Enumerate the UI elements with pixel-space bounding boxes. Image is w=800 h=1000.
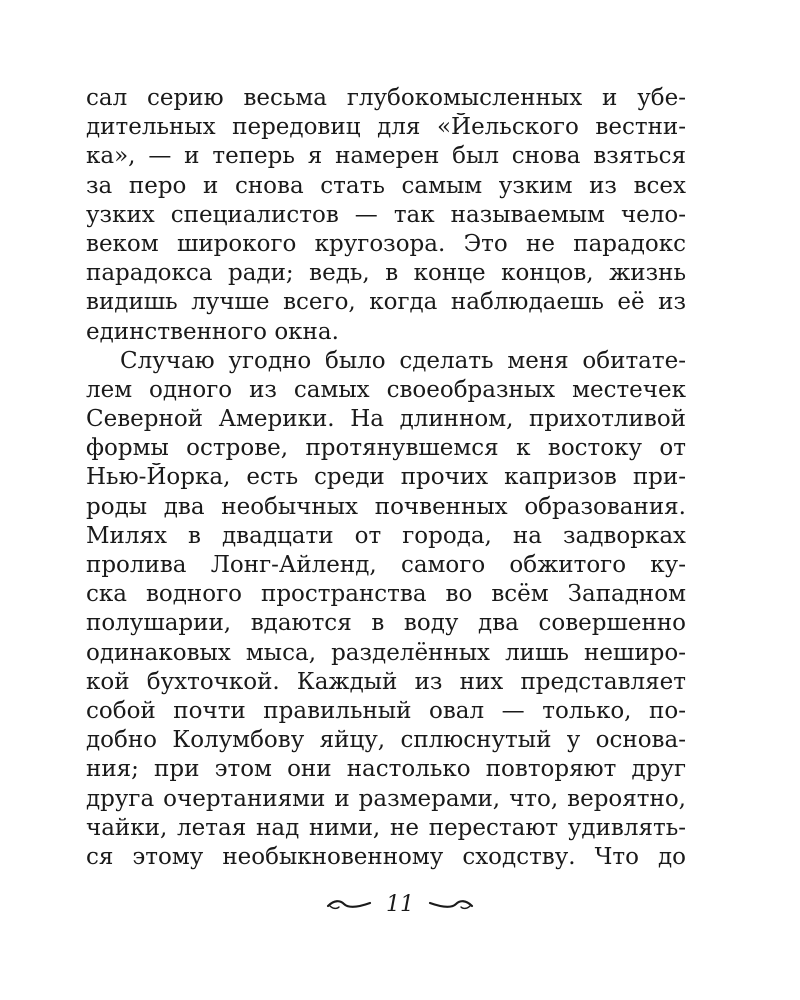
text-line: кой бухточкой. Каждый из них представляет	[86, 668, 686, 695]
text-line: лем одного из самых своеобразных местечек	[86, 376, 686, 403]
text-line: полушарии, вдаются в воду два совершенно	[86, 610, 686, 637]
text-line: за перо и снова стать самым узким из всех	[86, 172, 686, 199]
text-line: Северной Америки. На длинном, прихотливой	[86, 406, 686, 433]
text-line: парадокса ради; ведь, в конце концов, жизнь	[86, 260, 686, 287]
text-line: ния; при этом они настолько повторяют друг	[86, 756, 686, 783]
text-line: Милях в двадцати от города, на задворках	[86, 522, 686, 549]
page-folio	[0, 890, 800, 920]
text-line: ся этому необыкновенному сходству. Что до	[86, 843, 686, 870]
paragraph-end-line: единственного окна.	[86, 318, 339, 345]
text-line: чайки, летая над ними, не перестают удивлять-	[86, 814, 686, 841]
paragraph-start-line: Случаю угодно было сделать меня обитате-	[120, 347, 686, 374]
right-flourish-icon	[428, 897, 474, 913]
text-line: дительных передовиц для «Йельского вестни-	[86, 114, 686, 141]
text-line: Нью-Йорка, есть среди прочих капризов при-	[86, 464, 686, 491]
text-line: ка», — и теперь я намерен был снова взяться	[86, 143, 686, 170]
text-line: пролива Лонг-Айленд, самого обжитого ку-	[86, 552, 686, 578]
text-line: веком широкого кругозора. Это не парадокс	[86, 230, 686, 257]
text-line: одинаковых мыса, разделённых лишь неширо-	[86, 639, 686, 666]
text-line: друга очертаниями и размерами, что, вероятно,	[86, 785, 686, 812]
text-line: узких специалистов — так называемым чело-	[86, 201, 686, 228]
left-flourish-icon	[326, 897, 372, 913]
text-line: формы острове, протянувшемся к востоку от	[86, 435, 686, 462]
body-text	[86, 84, 686, 872]
text-line: добно Колумбову яйцу, сплюснутый у основа-	[86, 727, 686, 754]
text-line: роды два необычных почвенных образования.	[86, 493, 686, 520]
text-line: сал серию весьма глубокомысленных и убе-	[86, 85, 686, 111]
page-number: 11	[386, 892, 414, 917]
text-line: собой почти правильный овал — только, по-	[86, 697, 686, 724]
text-line: видишь лучше всего, когда наблюдаешь её из	[86, 289, 686, 316]
text-line: ска водного пространства во всём Западном	[86, 581, 686, 608]
